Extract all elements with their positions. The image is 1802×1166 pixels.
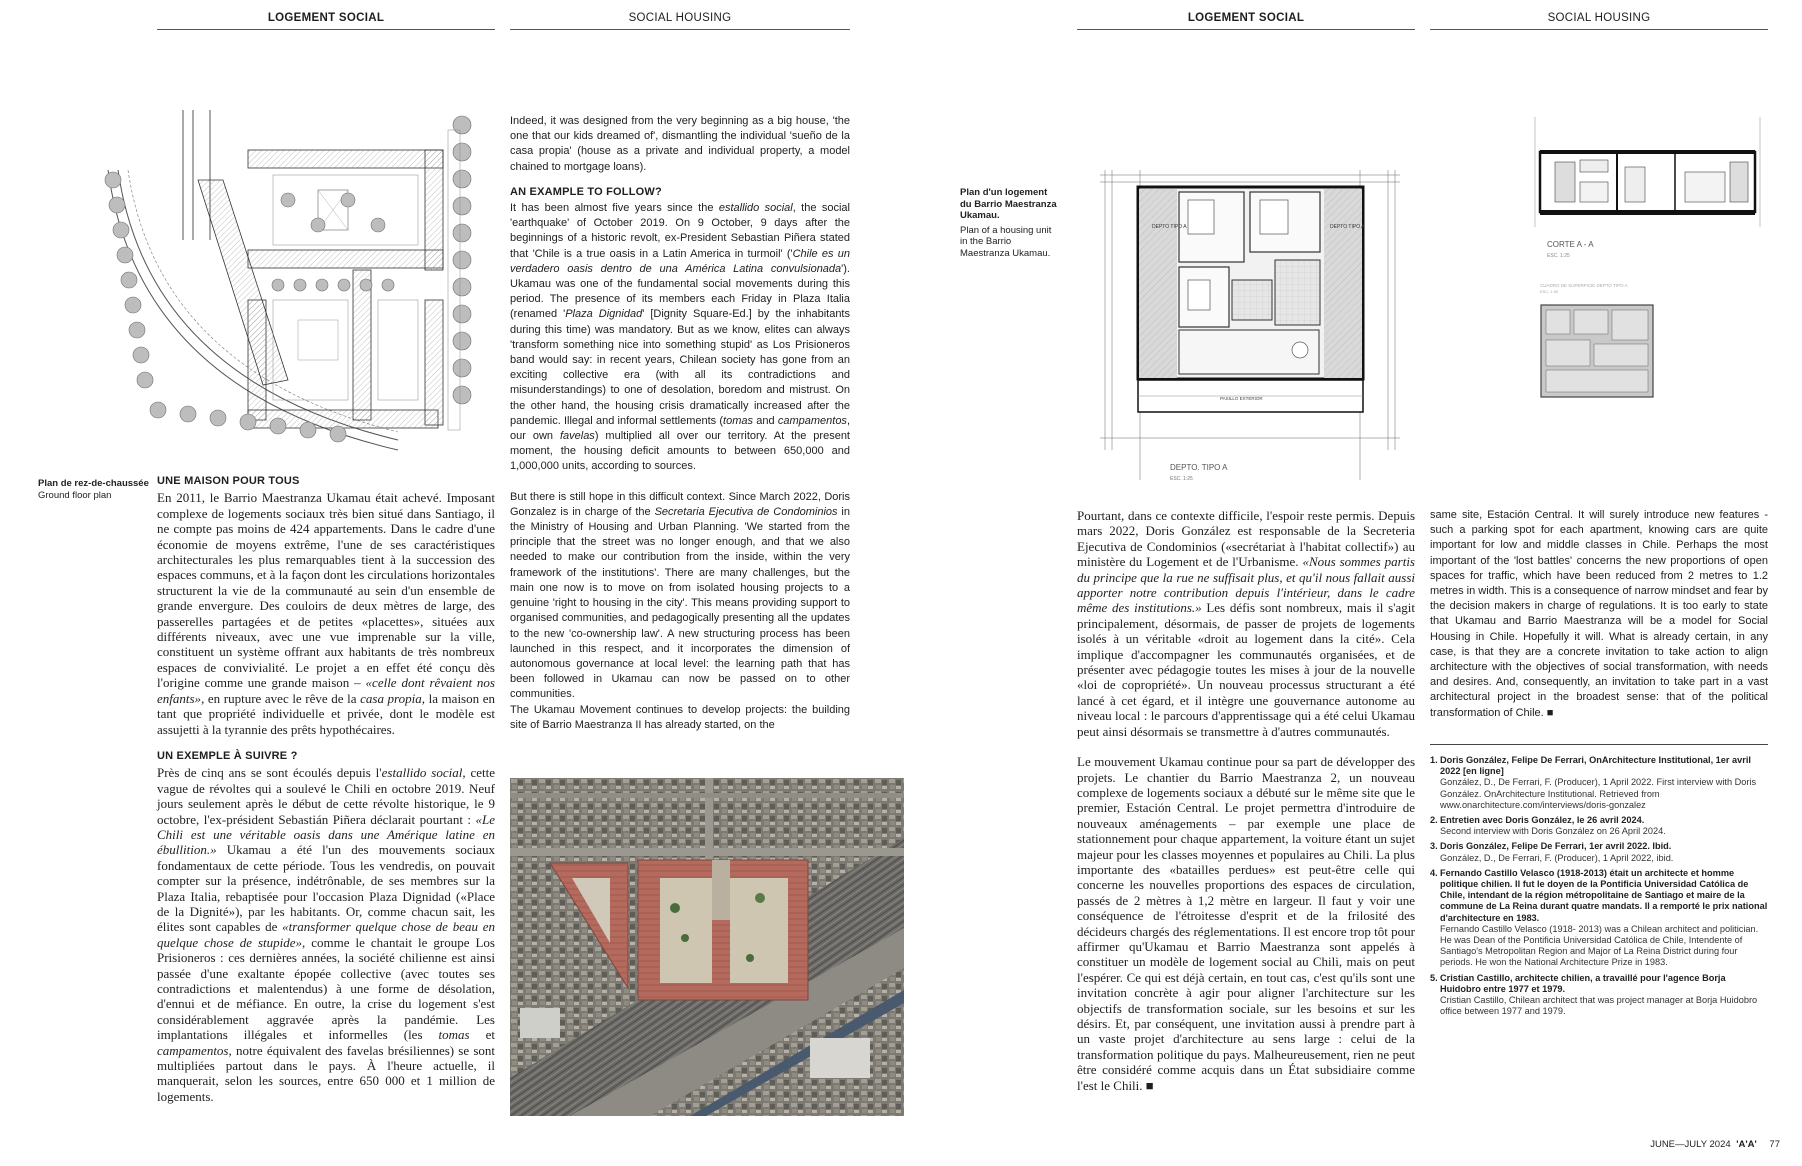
left-fr-column bbox=[157, 474, 495, 1104]
tree-icon bbox=[453, 251, 471, 269]
site-plan-drawing bbox=[98, 110, 480, 460]
right-fr-paragraph-2: Le mouvement Ukamau continue pour sa part de développer des projets. Le chantier du Barrio Maestranza 2, un nouveau complexe de logements sociaux a débuté sur le même site que le premier, Estación Central. Le projet permettra d'introduire de nouveaux aménagements – par exemple une place de stationnement pour chaque appartement, la voiture étant un sujet majeur pour les classes moyennes et populaires au Chili. La plus importante des «batailles perdues» est peut-être celle qui concerne les nouvelles proportions des espaces de circulation, passés de 2 mètres à 1,2 mètre en largeur. Il faut y voir une conséquence de l'étroitesse d'esprit et de la frilosité des décideurs chargés des réglementations. Il est encore trop tôt pour affirmer qu'Ukamau et Barrio Maestranza sont appelés à constituer un modèle de logement social au Chili, mais on peut l'espérer. Ce qui est déjà certain, en tout cas, c'est qu'ils sont une invitation concrète à agir pour aligner l'architecture sur les objectifs de transformation sociale, sur les besoins et sur les désirs. Et, par conséquent, une invitation aussi à prendre part à un vaste projet d'architecture au sens large : celui de la transformation politique du pays. Malheureusement, rien ne peut être considéré comme acquis dans un État subsidiaire comme l'est le Chili. ■ bbox=[1077, 754, 1415, 1093]
label-corte: CORTE A - A bbox=[1547, 240, 1594, 249]
left-fr-paragraph-1: En 2011, le Barrio Maestranza Ukamau était achevé. Imposant complexe de logements sociaux très bien situé dans Santiago, il ne compte pas moins de 424 appartements. Dans le cadre d'une économie de moyens extrême, l'une de ses caractéristiques architecturales les plus remarquables tient à la succession des espaces communs, et à la façon dont les circulations horizontales structurent la vie de la communauté au sein d'un ensemble de grande envergure. Des couloirs de deux mètres de large, des passerelles partagées et de petites «placettes», situées aux différents niveaux, avec une vue imprenable sur la ville, constituent un système offrant aux habitants de très nombreux espaces de convivialité. Le projet a en effet été conçu dès l'origine comme une grande maison – «celle dont rêvaient nos enfants», en rupture avec le rêve de la casa propia, la maison en tant que propriété individuelle et privée, dont le modèle est assujetti à la tyrannie des prêts hypothécaires. bbox=[157, 490, 495, 737]
tree-icon bbox=[137, 372, 153, 388]
tree-icon bbox=[371, 218, 385, 232]
label-depto-tipo-a: DEPTO. TIPO A bbox=[1170, 463, 1228, 472]
heading-une-maison: UNE MAISON POUR TOUS bbox=[157, 475, 300, 487]
label-depto-left: DEPTO TIPO A bbox=[1152, 224, 1187, 230]
footnote-item bbox=[1430, 973, 1768, 1018]
aerial-photo-drawing bbox=[510, 778, 904, 1116]
footnote-fr: Doris González, Felipe De Ferrari, OnArchitecture Institutional, 1er avril 2022 [en ligne] bbox=[1440, 755, 1751, 777]
caption-ground-plan-fr: Plan de rez-de-chaussée bbox=[38, 478, 149, 489]
footnote-fr: Cristian Castillo, architecte chilien, a travaillé pour l'agence Borja Huidobro entre 1977 et 1979. bbox=[1440, 972, 1726, 994]
left-en-paragraph-3: But there is still hope in this difficult context. Since March 2022, Doris Gonzalez is in charge of the Secretaria Ejecutiva de Condominios in the Ministry of Housing and Urban Planning. 'We started from the principle that the street was no longer enough, and that we also needed to make our contribution from the inside, within the very framework of the institutions'. There are many challenges, but the main one now is to move on from isolated housing projects to a genuine 'right to housing in the city'. This means providing support to organised communities, and pedagogically presenting all the updates to the new 'co-ownership law'. A new structuring process has been launched in this respect, and it incorporates the dimension of autonomous governance at local level: the learning path that has been followed in Ukamau can now be passed on to other communities. bbox=[510, 490, 850, 701]
footnote-number: 1. bbox=[1430, 755, 1438, 765]
footnote-list bbox=[1430, 755, 1768, 1017]
footer-brand: 'A'A' bbox=[1736, 1139, 1757, 1150]
footnote-number: 4. bbox=[1430, 867, 1438, 878]
footnote-en: González, D., De Ferrari, F. (Producer), 1 April 2022. First interview with Doris González. OnArchitecture Institutional. Retrieved from www.onarchitecture.com/interviews/doris-gonzalez bbox=[1440, 777, 1757, 810]
caption-unit-plan-fr: Plan d'un logement du Barrio Maestranza Ukamau. bbox=[960, 187, 1057, 221]
left-en-paragraph-1: Indeed, it was designed from the very beginning as a big house, 'the one that our kids dreamed of', dismantling the individual 'sueño de la casa propia' (house as a private and individual property, a model chained to mortgage loans). bbox=[510, 115, 850, 173]
tree-icon bbox=[300, 422, 316, 438]
unit-floor-plan-drawing bbox=[1100, 170, 1400, 500]
footnote-item bbox=[1430, 841, 1768, 863]
tree-icon bbox=[453, 305, 471, 323]
tree-icon bbox=[150, 402, 166, 418]
tree-icon bbox=[272, 279, 284, 291]
tree-icon bbox=[117, 247, 133, 263]
left-en-paragraph-4: The Ukamau Movement continues to develop projects: the building site of Barrio Maestranza II has already started, on the bbox=[510, 703, 850, 731]
left-en-column bbox=[510, 114, 850, 733]
tree-icon bbox=[125, 297, 141, 313]
tree-icon bbox=[453, 359, 471, 377]
tree-icon bbox=[453, 143, 471, 161]
tree-icon bbox=[129, 322, 145, 338]
section-drawing bbox=[1525, 112, 1770, 262]
tree-icon bbox=[382, 279, 394, 291]
aerial-photo bbox=[510, 778, 904, 1116]
header-right-fr: LOGEMENT SOCIAL bbox=[1077, 8, 1415, 30]
caption-ground-plan-en: Ground floor plan bbox=[38, 489, 112, 501]
footnote-en: Second interview with Doris González on 26 April 2024. bbox=[1440, 826, 1666, 837]
footnote-en: González, D., De Ferrari, F. (Producer), 1 April 2022, ibid. bbox=[1440, 852, 1674, 863]
tree-icon bbox=[113, 222, 129, 238]
footnote-en: Cristian Castillo, Chilean architect that was project manager at Borja Huidobro office between 1977 and 1979. bbox=[1440, 995, 1758, 1017]
tree-icon bbox=[121, 272, 137, 288]
footnote-number: 3. bbox=[1430, 841, 1438, 852]
footnote-en: Fernando Castillo Velasco (1918- 2013) was a Chilean architect and politician. He was Dean of the Pontificia Universidad Católica de Chile, Intendente of Santiago's Metropolitan Region and Major of La Reina District during four periods. He won the National Architecture Prize in 1983. bbox=[1440, 923, 1759, 968]
ground-floor-site-plan bbox=[98, 110, 480, 460]
tree-icon bbox=[316, 279, 328, 291]
tree-icon bbox=[453, 170, 471, 188]
footer-page-number: 77 bbox=[1769, 1139, 1780, 1150]
area-plan-svg bbox=[1538, 280, 1668, 405]
tree-icon bbox=[105, 172, 121, 188]
tree-icon bbox=[453, 224, 471, 242]
section-a-a-drawing bbox=[1525, 112, 1770, 262]
area-plan-drawing bbox=[1538, 280, 1668, 405]
tree-icon bbox=[294, 279, 306, 291]
footnote-number: 2. bbox=[1430, 815, 1438, 826]
right-en-column bbox=[1430, 508, 1768, 721]
tree-icon bbox=[330, 426, 346, 442]
label-cuadro: CUADRO DE SUPERFICIE DEPTO TIPO A bbox=[1540, 283, 1628, 288]
header-left-fr: LOGEMENT SOCIAL bbox=[157, 8, 495, 30]
footnote-number: 5. bbox=[1430, 972, 1438, 983]
tree-icon bbox=[453, 278, 471, 296]
tree-icon bbox=[453, 332, 471, 350]
tree-icon bbox=[133, 347, 149, 363]
end-mark-fr: ■ bbox=[1145, 1077, 1154, 1093]
footnotes bbox=[1430, 744, 1768, 1021]
tree-icon bbox=[281, 193, 295, 207]
footer-issue: JUNE—JULY 2024 bbox=[1650, 1139, 1731, 1150]
tree-icon bbox=[311, 218, 325, 232]
heading-an-example: AN EXAMPLE TO FOLLOW? bbox=[510, 185, 662, 198]
caption-ground-floor-plan bbox=[38, 478, 158, 501]
footnote-fr: Fernando Castillo Velasco (1918-2013) était un architecte et homme politique chilien. Il fut le doyen de la Pontificia Universidad Católica de Chile, intendant de la région métropolitaine de Santiago et maire de la commune de La Reina durant quatre mandats. Il a remporté le prix national d'architecture en 1983. bbox=[1440, 867, 1768, 923]
left-fr-paragraph-2: Près de cinq ans se sont écoulés depuis l'estallido social, cette vague de révoltes qui a soulevé le Chili en octobre 2019. Neuf jours seulement après le début de cette révolte historique, le 9 octobre, l'ex-président Sebastián Piñera déclarait pourtant : «Le Chili est une véritable oasis dans une Amérique latine en ébullition.» Ukamau a été l'un des mouvements sociaux fondamentaux de cette période. Tous les vendredis, on pouvait compter sur la présence, indétrônable, de ses membres sur la Plaza Italia, rebaptisée pour l'occasion Plaza Dignidad («Place de la Dignité»), par les habitants. Or, comme chacun sait, les élites sont capables de «transformer quelque chose de beau en quelque chose de stupide», comme le chantait le groupe Los Prisioneros : ces dernières années, la société chilienne est ainsi passée d'une exaltante épopée collective (avec toutes ses contradictions et malentendus) à une forme de désolation, d'ennui et de méfiance. En outre, la crise du logement s'est considérablement aggravée après la pandémie. Les implantations illégales et informelles (les tomas et campamentos, notre équivalent des favelas brésiliennes) se sont multipliées partout dans le pays. À l'heure actuelle, il manquerait, selon les sources, entre 650 000 et 1 million de logements. bbox=[157, 765, 495, 1104]
footnote-fr: Doris González, Felipe De Ferrari, 1er avril 2022. Ibid. bbox=[1440, 841, 1672, 852]
header-left-en: SOCIAL HOUSING bbox=[510, 8, 850, 30]
tree-icon bbox=[270, 418, 286, 434]
footnote-item bbox=[1430, 755, 1768, 811]
tree-icon bbox=[240, 414, 256, 430]
tree-icon bbox=[360, 279, 372, 291]
header-right-en: SOCIAL HOUSING bbox=[1430, 8, 1768, 30]
caption-unit-plan-en: Plan of a housing unit in the Barrio Maestranza Ukamau. bbox=[960, 224, 1052, 259]
tree-icon bbox=[109, 197, 125, 213]
right-fr-column bbox=[1077, 508, 1415, 1093]
tree-icon bbox=[453, 197, 471, 215]
end-mark-en: ■ bbox=[1546, 706, 1554, 719]
footnote-item bbox=[1430, 868, 1768, 969]
left-en-paragraph-2: It has been almost five years since the estallido social, the social 'earthquake' of October 2019. On 9 October, 9 days after the beginnings of a historic revolt, ex-President Sebastian Piñera stated that 'Chile is a true oasis in a Latin America in turmoil' ('Chile es un verdadero oasis dentro de una América Latina convulsionada'). Ukamau was one of the fundamental social movements during this period. The presence of its members each Friday in Plaza Italia (renamed 'Plaza Dignidad' [Dignity Square-Ed.] by the inhabitants during this time) was mandatory. But as we know, elites can always 'transform something nice into something stupid' as Los Prisioneros band would say: in recent years, Chilean society has gone from an exciting collective era (with all its contradictions and misunderstandings) to one of desolation, boredom and mistrust. On the other hand, the housing crisis dramatically increased after the pandemic. Illegal and informal settlements (tomas and campamentos, our own favelas) multiplied all over our territory. At the present moment, the housing deficit amounts to between 650,000 and 1,000,000 units, according to sources. bbox=[510, 202, 850, 473]
heading-un-exemple: UN EXEMPLE À SUIVRE ? bbox=[157, 749, 298, 762]
label-depto-right: DEPTO TIPO A bbox=[1330, 224, 1365, 230]
footnote-fr: Entretien avec Doris González, le 26 avril 2024. bbox=[1440, 815, 1645, 826]
right-fr-paragraph-1: Pourtant, dans ce contexte difficile, l'espoir reste permis. Depuis mars 2022, Doris González est responsable de la Secreteria Ejecutiva de Condominios («secrétariat à l'habitat collectif») au ministère du Logement et de l'Urbanisme. «Nous sommes partis du principe que la rue ne suffisait plus, et qu'il nous fallait aussi apporter notre contribution depuis l'intérieur, dans le cadre même des institutions.» Les défis sont nombreux, mais il s'agit principalement, désormais, de passer de projets de logements isolés à un véritable «droit au logement dans la cité». Cela implique d'accompagner les communautés organisées, et de présenter avec pédagogie toutes les mises à jour de la nouvelle «loi de copropriété». Un nouveau processus structurant a été lancé à cet égard, et il intègre une gouvernance autonome au niveau local : le parcours d'apprentissage qui a été celui Ukamau peut ainsi désormais se transmettre à d'autres communautés. bbox=[1077, 508, 1415, 739]
label-pasillo: PASILLO EXTERIOR bbox=[1220, 396, 1263, 401]
unit-floor-plan bbox=[1100, 170, 1400, 500]
tree-icon bbox=[338, 279, 350, 291]
tree-icon bbox=[453, 116, 471, 134]
label-cuadro-scale: ESC. 1:50 bbox=[1540, 289, 1559, 294]
caption-unit-plan bbox=[960, 187, 1060, 259]
label-depto-scale: ESC. 1:25 bbox=[1170, 476, 1193, 482]
page-footer bbox=[1650, 1139, 1780, 1150]
tree-icon bbox=[210, 410, 226, 426]
tree-icon bbox=[180, 406, 196, 422]
tree-icon bbox=[341, 193, 355, 207]
label-corte-scale: ESC. 1:25 bbox=[1547, 253, 1570, 259]
footnote-item bbox=[1430, 815, 1768, 837]
tree-icon bbox=[453, 386, 471, 404]
right-en-paragraph-1: same site, Estación Central. It will surely introduce new features -such a parking spot for each apartment, knowing cars are quite important for low and middle classes in Chile. Perhaps the most important of the 'lost battles' concerns the new proportions of open spaces for traffic, which have been reduced from 2 metres to 1.2 metres in width. This is a consequence of narrow mindset and fear by the decision makers in charge of regulations. It is too early to state that Ukamau and Barrio Maestranza will be a model for Social Housing in Chile. Hopefully it will. What is already certain, in any case, is that they are a concrete invitation to take action to align architecture with the objectives of social transformation, with needs and desires. And, consequently, an invitation to take part in a vast architectural project in the broadest sense: that of the political transformation of Chile. ■ bbox=[1430, 509, 1768, 719]
